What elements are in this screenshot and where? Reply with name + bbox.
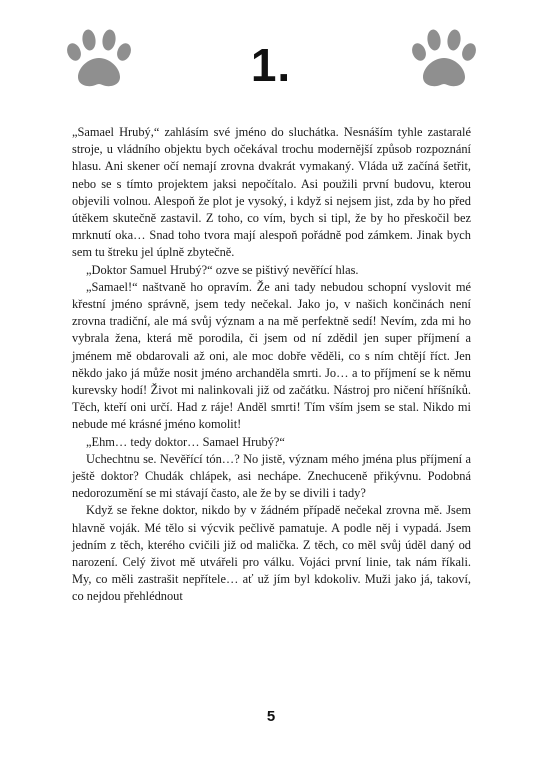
- paragraph: „Ehm… tedy doktor… Samael Hrubý?“: [86, 434, 285, 449]
- chapter-number: 1.: [250, 39, 292, 91]
- paw-print-icon: [411, 28, 477, 90]
- paragraph: Když se řekne doktor, nikdo by v žádném případě nečekal zrovna mě. Jsem hlavně voják. Mé tělo si výcvik pečlivě pamatuje. A podle něj i vypadá. Jsem jedním z těch, kterého cvičili již od malička. Z těch, co měl svůj úděl daný od narození. Celý život mě utvářeli pro válku. Vojáci první linie, tak nám říkali. My, co měli zastrašit nepřítele… ať už jím byl kdokoliv. Muži jako já, takoví, co nejdou přehlédnout: [72, 503, 471, 604]
- paragraph: Uchechtnu se. Nevěřící tón…? No jistě, význam mého jména plus příjmení a ještě doktor? Chudák chlápek, asi nechápe. Znechuceně přikývnu. Podobná nedorozumění se mi stávají často, ale že by se divili i tady?: [72, 451, 471, 501]
- paragraph: „Samael Hrubý,“ zahlásím své jméno do sluchátka. Nesnáším tyhle zastaralé stroje, u vládního objektu bych očekával trochu modernější způsob rozpoznání hlasu. Ani skener očí nemají zrovna dvakrát vymakaný. Vláda už začíná šetřit, nebo se s tímto projektem jaksi nepočítalo. Asi použili první budovu, kterou objevili volnou. Alespoň že plot je vysoký, i když si nejsem jist, zda by ho před útěkem skutečně zastavil. Z toho, co vím, bych si tipl, že by ho přeskočil bez mrknutí oka… Snad toho tvora mají alespoň pořádně pod zámkem. Jinak bych sem tu štreku jel úplně zbytečně.: [72, 125, 471, 260]
- chapter-body: [72, 124, 471, 606]
- paragraph: „Samael!“ naštvaně ho opravím. Že ani tady nebudou schopní vyslovit mé křestní jméno správně, jsem tedy nečekal. Jako jo, v našich končinách není zrovna tradiční, ale má svůj význam a na mě perfektně sedí! Nevím, zda mi ho vybrala žena, která mě porodila, či jsem od ní zdědil jen super příjmení a jménem mě obdarovali až oni, ale moc dobře věděli, co s ním chtějí říct. Jen někdo jako já může nosit jméno archanděla smrti. Jo… a to příjmení se k němu kurevsky hodí! Život mi nalinkovali již od začátku. Nástroj pro ničení hříšníků. Těch, kteří oni určí. Had z ráje! Anděl smrti! Tím vším jsem se stal. Nikdo mi nebude mé krásné jméno komolit!: [72, 279, 471, 432]
- paragraph: „Doktor Samuel Hrubý?“ ozve se pištivý nevěřící hlas.: [86, 262, 359, 277]
- page-number: 5: [266, 708, 276, 725]
